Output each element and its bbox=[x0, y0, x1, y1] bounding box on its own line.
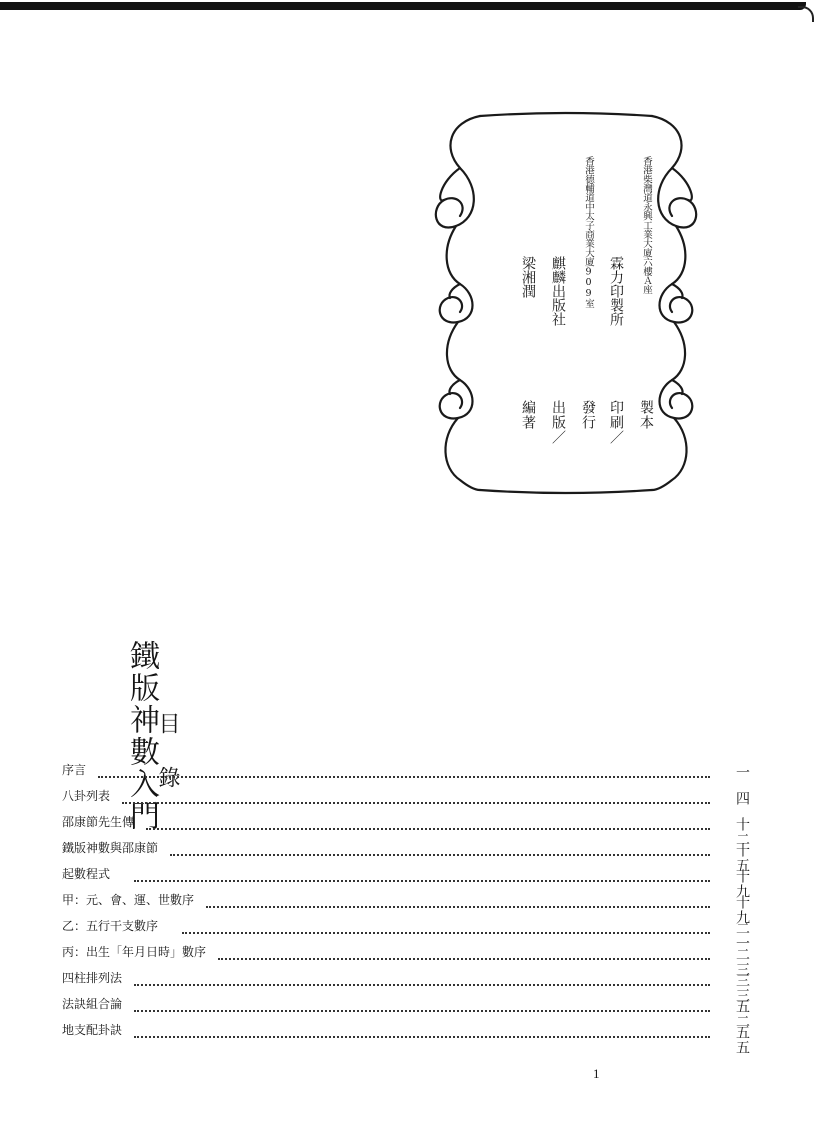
toc-entry-page: 二一 bbox=[734, 921, 750, 951]
toc-row bbox=[62, 764, 752, 786]
page-number: 1 bbox=[593, 1066, 600, 1081]
colophon-role-publisher bbox=[550, 400, 566, 445]
binder-address: 香港柴灣道永興工業大廈六樓Ａ座 bbox=[641, 156, 652, 295]
toc-row bbox=[62, 790, 752, 812]
toc-leader-dots bbox=[122, 800, 710, 804]
role-label: 印刷／ bbox=[608, 400, 624, 445]
toc-entry-title: 四柱排列法 bbox=[62, 971, 123, 985]
toc-entry-page: 二三 bbox=[734, 947, 750, 977]
colophon-line-binder bbox=[638, 156, 654, 294]
toc-leader-dots bbox=[134, 1034, 710, 1038]
toc-entry-title: 序言 bbox=[62, 763, 87, 777]
toc-entry-page: 三三 bbox=[734, 973, 750, 1003]
colophon-role-printer bbox=[608, 400, 624, 445]
role-label: 編著 bbox=[520, 400, 536, 430]
toc-entry-title: 起數程式 bbox=[62, 867, 111, 881]
toc-row bbox=[62, 945, 752, 977]
toc-entry-title: 地支配卦訣 bbox=[62, 1023, 123, 1037]
colophon-role-author bbox=[520, 400, 536, 430]
toc-entry-page: 十五 bbox=[734, 843, 750, 873]
printer-name: 霖力印製所 bbox=[608, 256, 624, 326]
publisher-name: 麒麟出版社 bbox=[550, 256, 566, 326]
toc-entry-page: 十九 bbox=[734, 895, 750, 925]
top-border-rule bbox=[0, 2, 806, 10]
colophon-line-printer bbox=[608, 256, 624, 326]
toc-row bbox=[62, 815, 752, 847]
toc-leader-dots bbox=[170, 852, 710, 856]
colophon-line-publisher bbox=[550, 256, 566, 326]
book-title: 鐵版神數入門 bbox=[124, 640, 159, 832]
toc-entry-title: 法訣組合論 bbox=[62, 997, 123, 1011]
toc-leader-dots bbox=[218, 956, 710, 960]
toc-row bbox=[62, 841, 752, 873]
author-name: 梁湘潤 bbox=[520, 256, 536, 298]
toc-entry-page: 四 bbox=[734, 791, 750, 806]
colophon-box bbox=[420, 108, 710, 508]
toc-row bbox=[62, 867, 752, 899]
distributor-address: 香港德輔道中太子商業大廈909室 bbox=[583, 156, 594, 308]
role-label: 出版／ bbox=[550, 400, 566, 445]
toc-leader-dots bbox=[134, 1008, 710, 1012]
toc-entry-title: 甲：元、會、運、世數序 bbox=[62, 893, 195, 907]
colophon-line-author bbox=[520, 256, 536, 298]
toc-entry-title: 乙：五行干支數序 bbox=[62, 919, 159, 933]
toc-leader-dots bbox=[98, 774, 710, 778]
toc-entry-title: 邵康節先生傳 bbox=[62, 815, 135, 829]
colophon-role-binder bbox=[638, 400, 654, 430]
colophon-line-distributor bbox=[580, 156, 596, 308]
toc-entry-title: 八卦列表 bbox=[62, 789, 111, 803]
toc-row bbox=[62, 893, 752, 925]
toc-row bbox=[62, 997, 752, 1029]
toc-heading: 目錄 bbox=[155, 712, 180, 820]
toc-entry-page: 五五 bbox=[734, 1025, 750, 1055]
colophon-role-distributor bbox=[580, 400, 596, 430]
toc-row bbox=[62, 1023, 752, 1055]
toc-leader-dots bbox=[134, 982, 710, 986]
toc-entry-page: 五二 bbox=[734, 999, 750, 1029]
toc-entry-title: 鐵版神數與邵康節 bbox=[62, 841, 159, 855]
toc-leader-dots bbox=[146, 826, 710, 830]
toc-entry-page: 一 bbox=[734, 765, 750, 780]
toc-entry-page: 十九 bbox=[734, 869, 750, 899]
corner-curl bbox=[798, 6, 814, 22]
toc-entry-title: 丙：出生「年月日時」數序 bbox=[62, 945, 207, 959]
toc-row bbox=[62, 919, 752, 951]
toc-leader-dots bbox=[182, 930, 710, 934]
toc-row bbox=[62, 971, 752, 1003]
toc-leader-dots bbox=[134, 878, 710, 882]
toc-entry-page: 十二 bbox=[734, 817, 750, 847]
role-label: 製本 bbox=[638, 400, 654, 430]
role-label: 發行 bbox=[580, 400, 596, 430]
toc-leader-dots bbox=[206, 904, 710, 908]
